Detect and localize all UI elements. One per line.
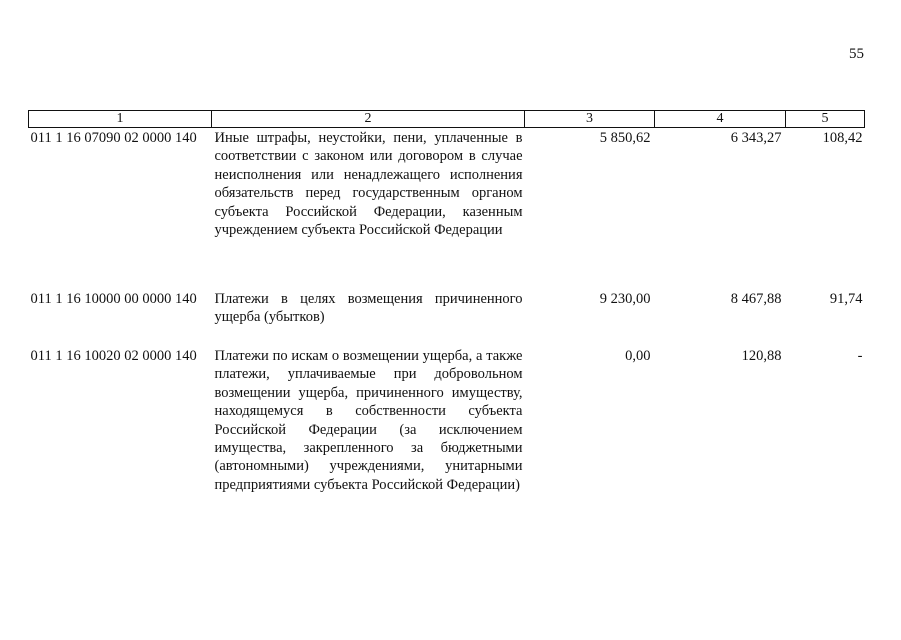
value-col4-cell: 8 467,88 <box>730 291 782 307</box>
value-col4-cell: 120,88 <box>741 348 782 364</box>
description-cell: Платежи в целях возмещения причиненного ущерба (убытков) <box>214 291 523 326</box>
column-header-5: 5 <box>786 111 865 128</box>
column-header-3: 3 <box>525 111 655 128</box>
table-row <box>29 347 865 517</box>
budget-table <box>28 110 865 517</box>
table-header-row <box>29 111 865 128</box>
value-col5-cell: 91,74 <box>829 291 863 307</box>
value-col4-cell: 6 343,27 <box>730 130 782 146</box>
value-col5-cell: 108,42 <box>822 130 863 146</box>
column-header-4: 4 <box>655 111 786 128</box>
description-cell: Платежи по искам о возмещении ущерба, а также платежи, уплачиваемые при добровольном возмещении ущерба, причиненного имуществу, находящемуся в собственности субъекта Российской Федерации (за исключением имущества, закрепленного за бюджетными (автономными) учреждениями, унитарными предприятиями субъекта Российской Федерации) <box>214 348 523 493</box>
value-col3-cell: 5 850,62 <box>599 130 651 146</box>
value-col3-cell: 0,00 <box>625 348 651 364</box>
description-cell: Иные штрафы, неустойки, пени, уплаченные в соответствии с законом или договором в случае неисполнения или ненадлежащего исполнения обязательств перед государственным органом субъекта Российской Федерации, казенным учреждением субъекта Российской Федерации <box>214 130 523 239</box>
table-row <box>29 128 865 291</box>
value-col3-cell: 9 230,00 <box>599 291 651 307</box>
column-header-1: 1 <box>29 111 212 128</box>
budget-code-cell: 011 1 16 07090 02 0000 140 <box>30 130 197 146</box>
column-header-2: 2 <box>212 111 525 128</box>
budget-code-cell: 011 1 16 10020 02 0000 140 <box>30 348 197 364</box>
table-row <box>29 290 865 347</box>
page-number: 55 <box>849 46 864 62</box>
budget-code-cell: 011 1 16 10000 00 0000 140 <box>30 291 197 307</box>
value-col5-cell: - <box>857 348 863 364</box>
